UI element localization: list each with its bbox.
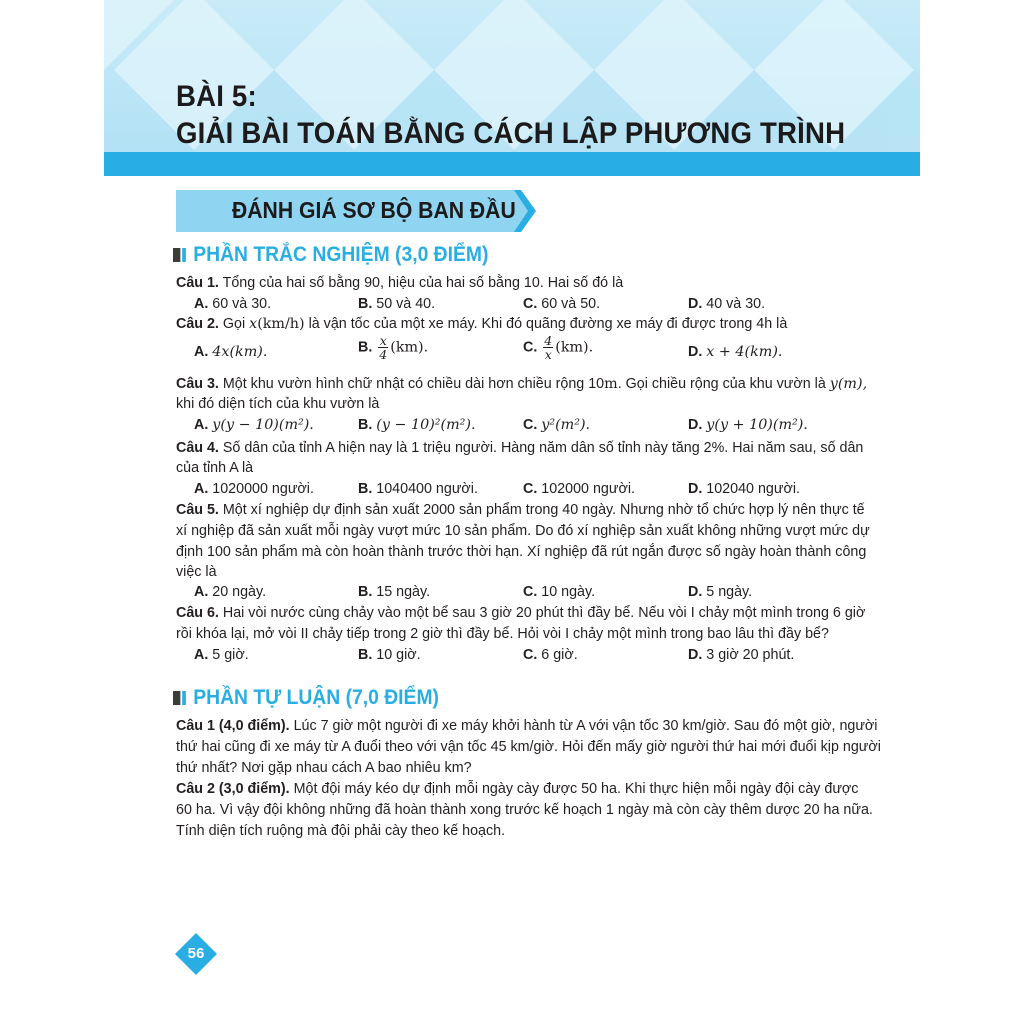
square-bullet-icon [173,691,186,705]
question-3-line-1: Câu 3. Một khu vườn hình chữ nhật có chiều dài hơn chiều rộng 10m. Gọi chiều rộng của khu vườn là y(m), [176,376,868,392]
q5-option-d: D. 5 ngày. [688,584,753,600]
q2-option-c: C. $\frac{4}{x}$ (km). [523,333,594,362]
q1-option-d: D. 40 và 30. [688,296,766,312]
q2-option-a: A. 4x(km). [194,344,268,360]
q1-option-c: C. 60 và 50. [523,296,601,312]
q1-option-b: B. 50 và 40. [358,296,436,312]
essay-question-2-line-1: Câu 2 (3,0 điểm). Một đội máy kéo dự định mỗi ngày cày được 50 ha. Khi thực hiện mỗi ngày đội cày được [176,781,859,797]
q6-option-d: D. 3 giờ 20 phút. [688,647,795,663]
essay-question-2-line-2: 60 ha. Vì vậy đội không những đã hoàn thành xong trước kế hoạch 1 ngày mà còn cày thêm dược 20 ha nữa. [176,802,873,818]
section-title: ĐÁNH GIÁ SƠ BỘ BAN ĐẦU [232,197,516,223]
q1-option-a: A. 60 và 30. [194,296,272,312]
question-4-line-1: Câu 4. Số dân của tỉnh A hiện nay là 1 triệu người. Hàng năm dân số tỉnh này tăng 2%. Hai năm sau, số dân [176,440,864,456]
question-5-line-4: việc là [176,564,217,580]
q2-option-b: B. $\frac{x}{4}$ (km). [358,333,429,362]
question-1: Câu 1. Tổng của hai số bằng 90, hiệu của hai số bằng 10. Hai số đó là [176,275,624,291]
q4-option-b: B. 1040400 người. [358,481,478,497]
q3-option-c: C. y²(m²). [523,417,591,433]
essay-question-1-line-1: Câu 1 (4,0 điểm). Lúc 7 giờ một người đi xe máy khởi hành từ A với vận tốc 30 km/giờ. Sau đó một giờ, người [176,718,878,734]
part2-heading-text: PHẦN TỰ LUẬN (7,0 ĐIỂM) [193,686,439,709]
question-3-line-2: khi đó diện tích của khu vườn là [176,396,380,412]
page-number: 56 [187,945,205,962]
question-6-line-1: Câu 6. Hai vòi nước cùng chảy vào một bể sau 3 giờ 20 phút thì đầy bể. Nếu vòi I chảy một mình trong 6 giờ [176,605,866,621]
lesson-number: BÀI 5: [176,80,257,113]
q5-option-c: C. 10 ngày. [523,584,596,600]
part2-heading [173,686,439,710]
square-bullet-icon [173,248,186,262]
question-5-line-3: định 100 sản phẩm mà còn hoàn thành trước thời hạn. Xí nghiệp đã rút ngắn được số ngày hoàn thành công [176,544,867,560]
q4-option-a: A. 1020000 người. [194,481,314,497]
q5-option-b: B. 15 ngày. [358,584,431,600]
question-2: Câu 2. Gọi x(km/h) là vận tốc của một xe máy. Khi đó quãng đường xe máy đi được trong 4h là [176,316,788,332]
q4-option-d: D. 102040 người. [688,481,800,497]
part1-heading [173,243,488,267]
banner-stripe [104,152,920,176]
page-number-badge [175,933,217,975]
question-5-line-1: Câu 5. Một xí nghiệp dự định sản xuất 2000 sản phẩm trong 40 ngày. Nhưng nhờ tổ chức hợp lý nên thực tế [176,502,865,518]
question-6-line-2: rồi khóa lại, mở vòi II chảy tiếp trong 2 giờ thì đầy bể. Hỏi vòi I chảy một mình trong bao lâu thì đầy bể? [176,626,829,642]
essay-question-2-line-3: Tính diện tích ruộng mà đội phải cày theo kế hoạch. [176,823,506,839]
q5-option-a: A. 20 ngày. [194,584,267,600]
q3-option-a: A. y(y − 10)(m²). [194,417,314,433]
lesson-title [176,78,845,152]
q4-option-c: C. 102000 người. [523,481,635,497]
question-4-line-2: của tỉnh A là [176,460,254,476]
q6-option-b: B. 10 giờ. [358,647,421,663]
q3-option-d: D. y(y + 10)(m²). [688,417,808,433]
essay-question-1-line-2: thứ hai cũng đi xe máy từ A đuổi theo với vận tốc 45 km/giờ. Hỏi đến mấy giờ người thứ hai mới đuổi kịp người [176,739,881,755]
q6-option-c: C. 6 giờ. [523,647,578,663]
question-5-line-2: xí nghiệp đã sản xuất mỗi ngày vượt mức 10 sản phẩm. Do đó xí nghiệp sản xuất không những vượt mức dự [176,523,870,539]
lesson-title-text: GIẢI BÀI TOÁN BẰNG CÁCH LẬP PHƯƠNG TRÌNH [176,117,846,150]
q2-option-d: D. x + 4(km). [688,344,783,360]
q3-option-b: B. (y − 10)²(m²). [358,417,476,433]
essay-question-1-line-3: thứ nhất? Nơi gặp nhau cách A bao nhiêu km? [176,760,472,776]
part1-heading-text: PHẦN TRẮC NGHIỆM (3,0 ĐIỂM) [193,243,489,266]
q6-option-a: A. 5 giờ. [194,647,249,663]
